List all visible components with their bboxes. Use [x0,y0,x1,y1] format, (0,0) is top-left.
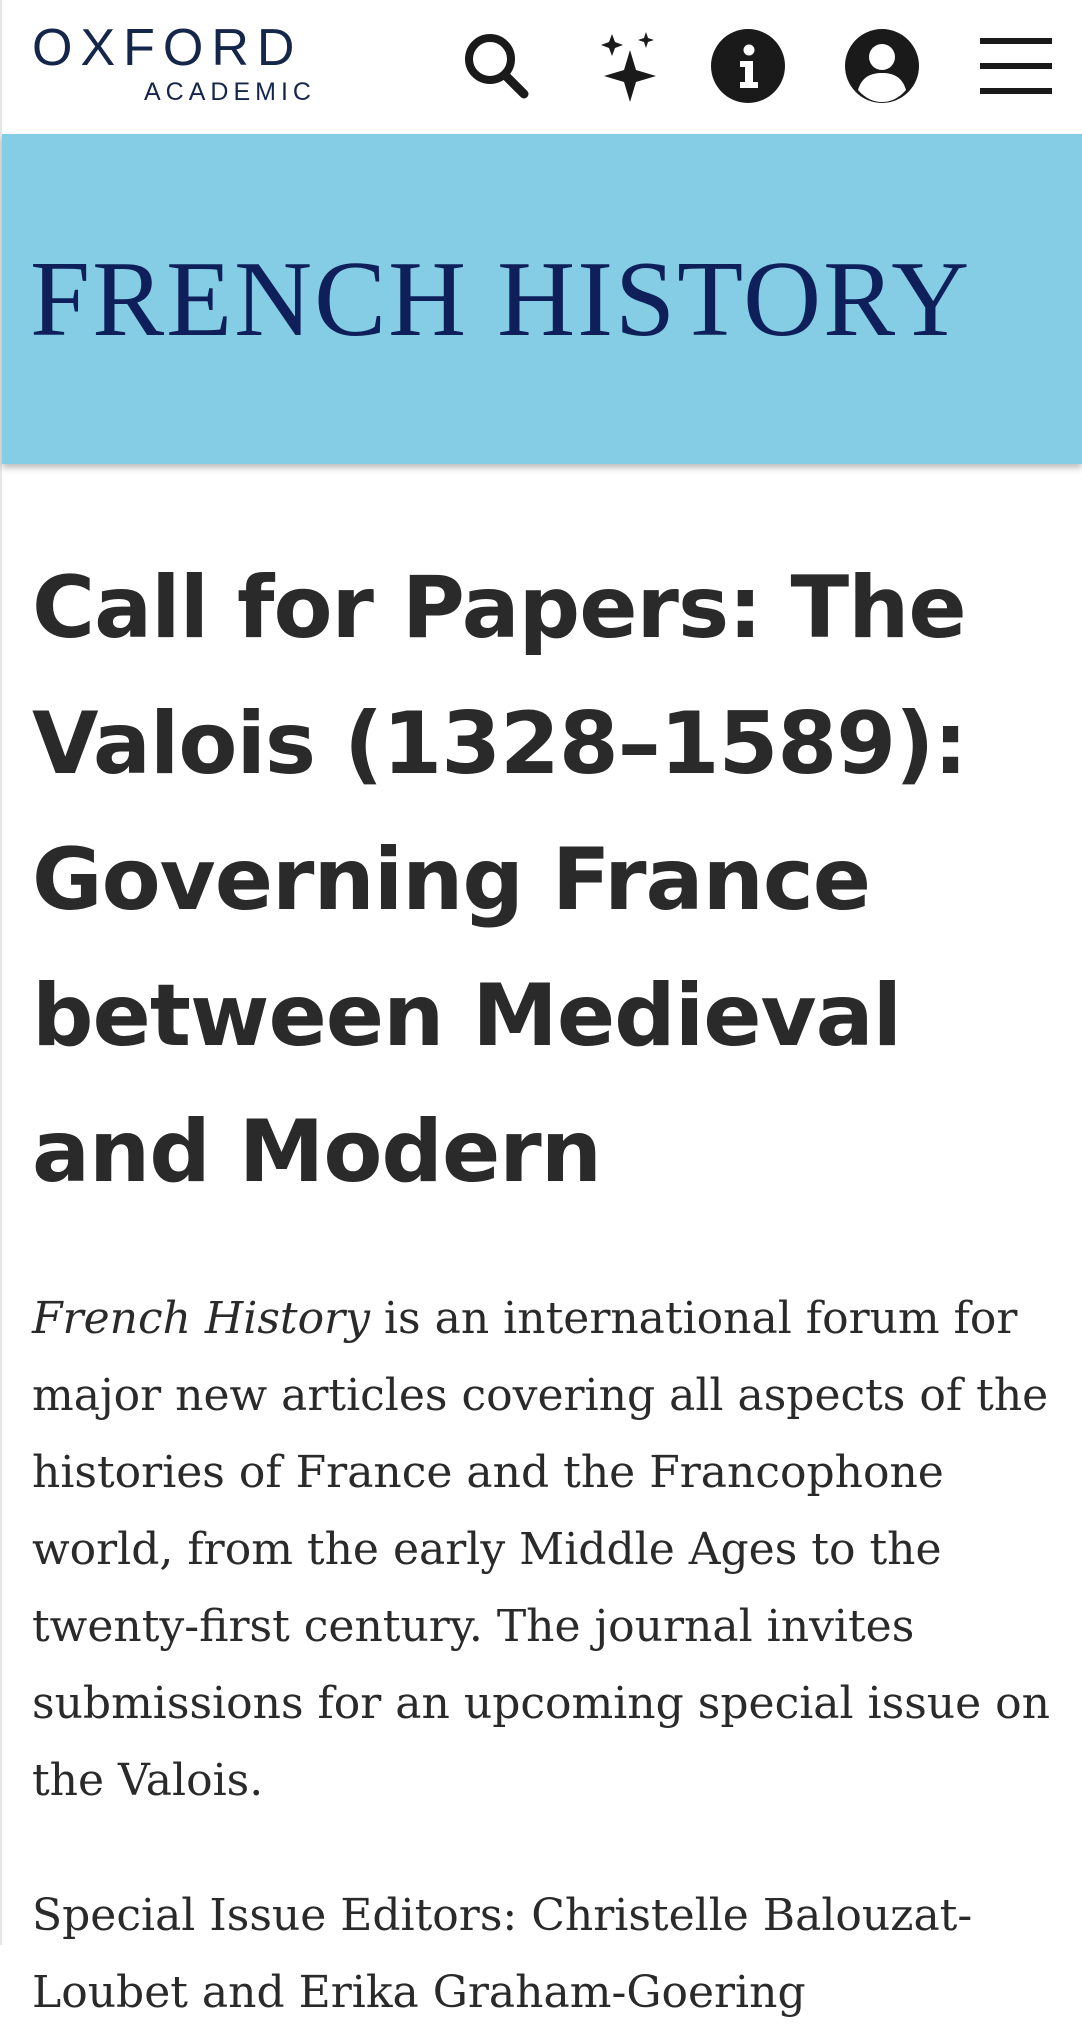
ai-assistant-button[interactable] [587,24,671,108]
intro-text: is an international forum for major new articles covering all aspects of the histories of France and the Francophone world, from the early Middle Ages to the twenty-first century. The journal invites submissions for an upcoming special issue on the Valois. [32,1293,1050,1806]
oxford-academic-logo[interactable] [32,19,338,108]
article-title: Call for Papers: The Valois (1328–1589): Governing France between Medieval and Modern [32,558,967,1202]
hamburger-menu-icon [978,36,1054,96]
sparkle-icon [594,28,664,104]
top-navigation-bar [2,0,1082,134]
journal-banner [2,134,1082,464]
menu-button[interactable] [974,24,1058,108]
article-intro-paragraph [32,1280,1052,1819]
logo-academic-text: ACADEMIC [144,78,316,106]
journal-name-emphasis: French History [32,1293,370,1344]
article-content [32,540,1052,2031]
search-button[interactable] [454,24,538,108]
info-button[interactable] [706,24,790,108]
account-button[interactable] [840,24,924,108]
special-issue-editors: Special Issue Editors: Christelle Balouzat-Loubet and Erika Graham-Goering [32,1890,973,2018]
info-icon [710,28,786,104]
user-account-icon [844,28,920,104]
logo-oxford-text: OXFORD [32,19,303,77]
journal-title[interactable]: FRENCH HISTORY [30,240,972,359]
search-icon [458,28,534,104]
